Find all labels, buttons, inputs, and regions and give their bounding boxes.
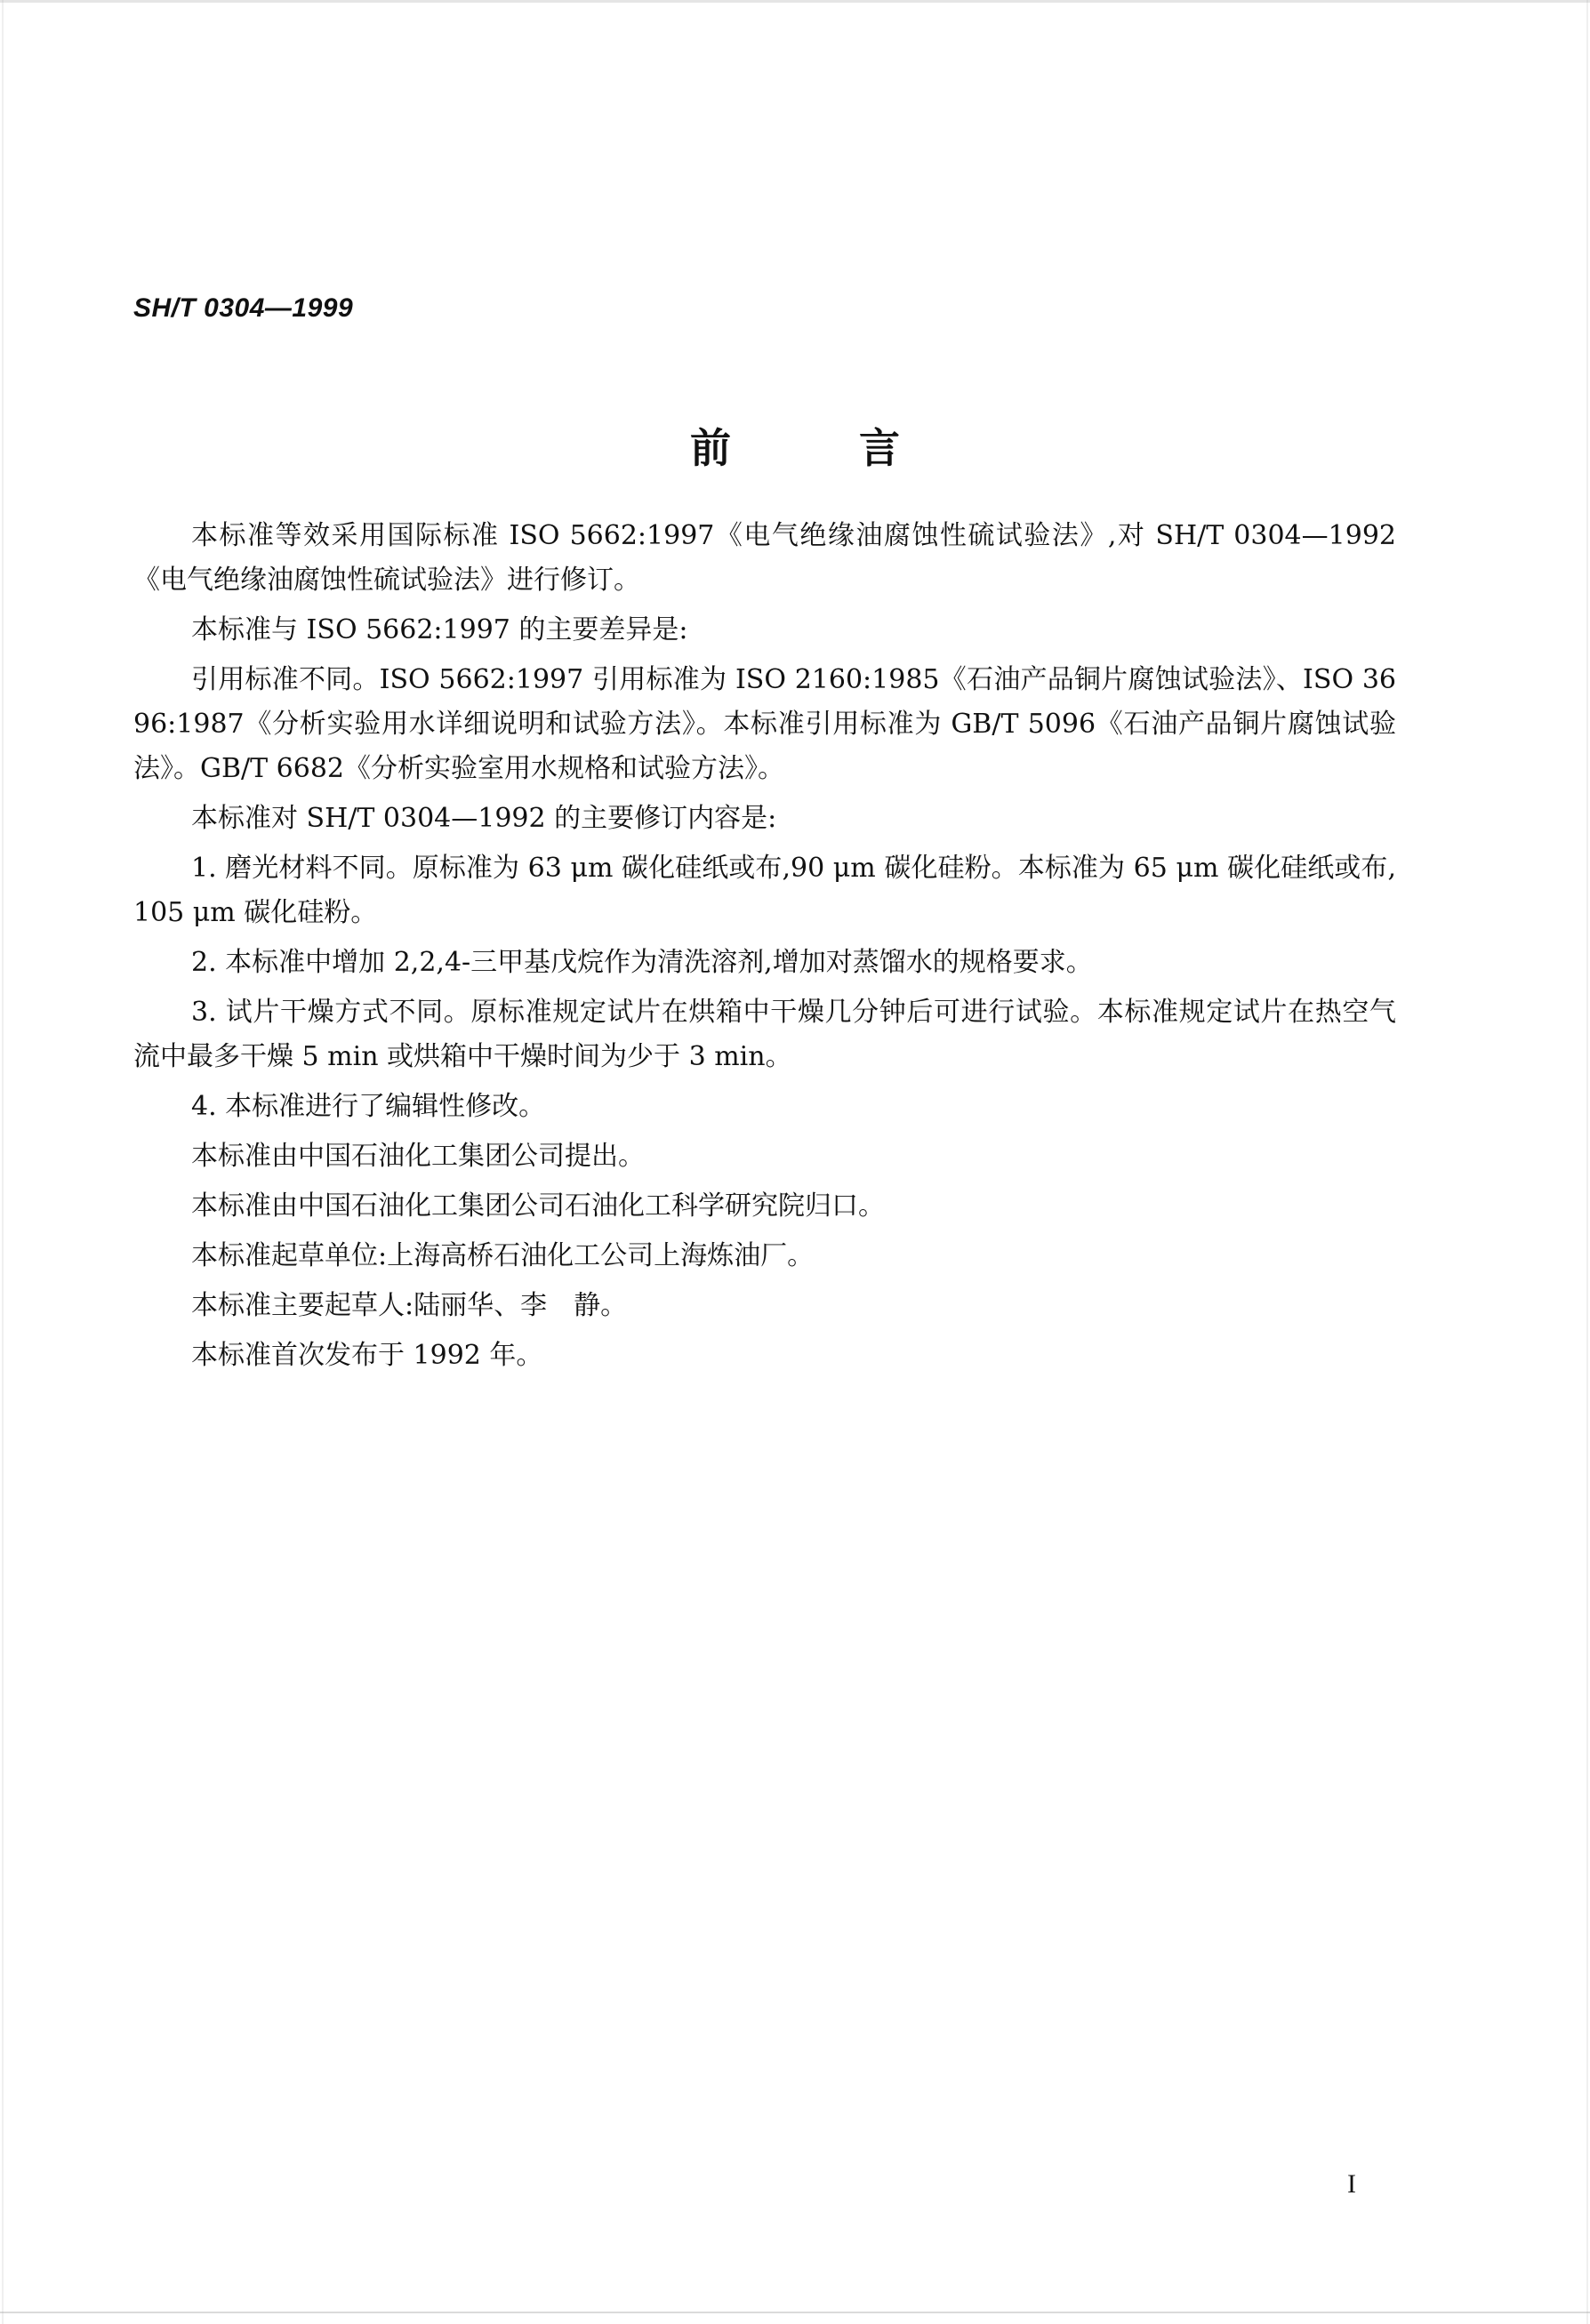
scan-artifact [0,2312,1590,2313]
paragraph: 本标准起草单位:上海高桥石油化工公司上海炼油厂。 [191,1240,815,1271]
paragraph: 2. 本标准中增加 2,2,4-三甲基戊烷作为清洗溶剂,增加对蒸馏水的规格要求。 [191,947,1093,978]
scan-artifact [0,0,1590,3]
paragraph: 本标准首次发布于 1992 年。 [191,1340,543,1371]
paragraph: 本标准与 ISO 5662:1997 的主要差异是: [191,614,688,645]
paragraph: 1. 磨光材料不同。原标准为 63 μm 碳化硅纸或布,90 μm 碳化硅粉。本标准为 65 μm 碳化硅纸或布,105 μm 碳化硅粉。 [133,853,1396,928]
paragraph: 本标准对 SH/T 0304—1992 的主要修订内容是: [191,803,777,834]
paragraph: 本标准主要起草人:陆丽华、李 静。 [191,1290,628,1321]
standard-code: SH/T 0304—1999 [133,293,354,323]
paragraph: 本标准由中国石油化工集团公司石油化工科学研究院归口。 [191,1190,885,1222]
foreword-body [133,514,1396,1383]
page-title: 前言 [690,424,1028,472]
scan-artifact [1586,0,1588,2324]
paragraph: 4. 本标准进行了编辑性修改。 [191,1091,546,1122]
page-number: I [1347,2169,1356,2199]
paragraph: 本标准由中国石油化工集团公司提出。 [191,1141,645,1172]
paragraph: 本标准等效采用国际标准 ISO 5662:1997《电气绝缘油腐蚀性硫试验法》,对 SH/T 0304—1992《电气绝缘油腐蚀性硫试验法》进行修订。 [133,520,1396,596]
scan-artifact [2,0,4,2324]
paragraph: 3. 试片干燥方式不同。原标准规定试片在烘箱中干燥几分钟后可进行试验。本标准规定试片在热空气流中最多干燥 5 min 或烘箱中干燥时间为少于 3 min。 [133,997,1396,1072]
paragraph: 引用标准不同。ISO 5662:1997 引用标准为 ISO 2160:1985《石油产品铜片腐蚀试验法》、ISO 3696:1987《分析实验用水详细说明和试验方法》。本标准引用标准为 GB/T 5096《石油产品铜片腐蚀试验法》。GB/T 6682《分析实验室用水规格和试验方法》。 [133,664,1396,784]
